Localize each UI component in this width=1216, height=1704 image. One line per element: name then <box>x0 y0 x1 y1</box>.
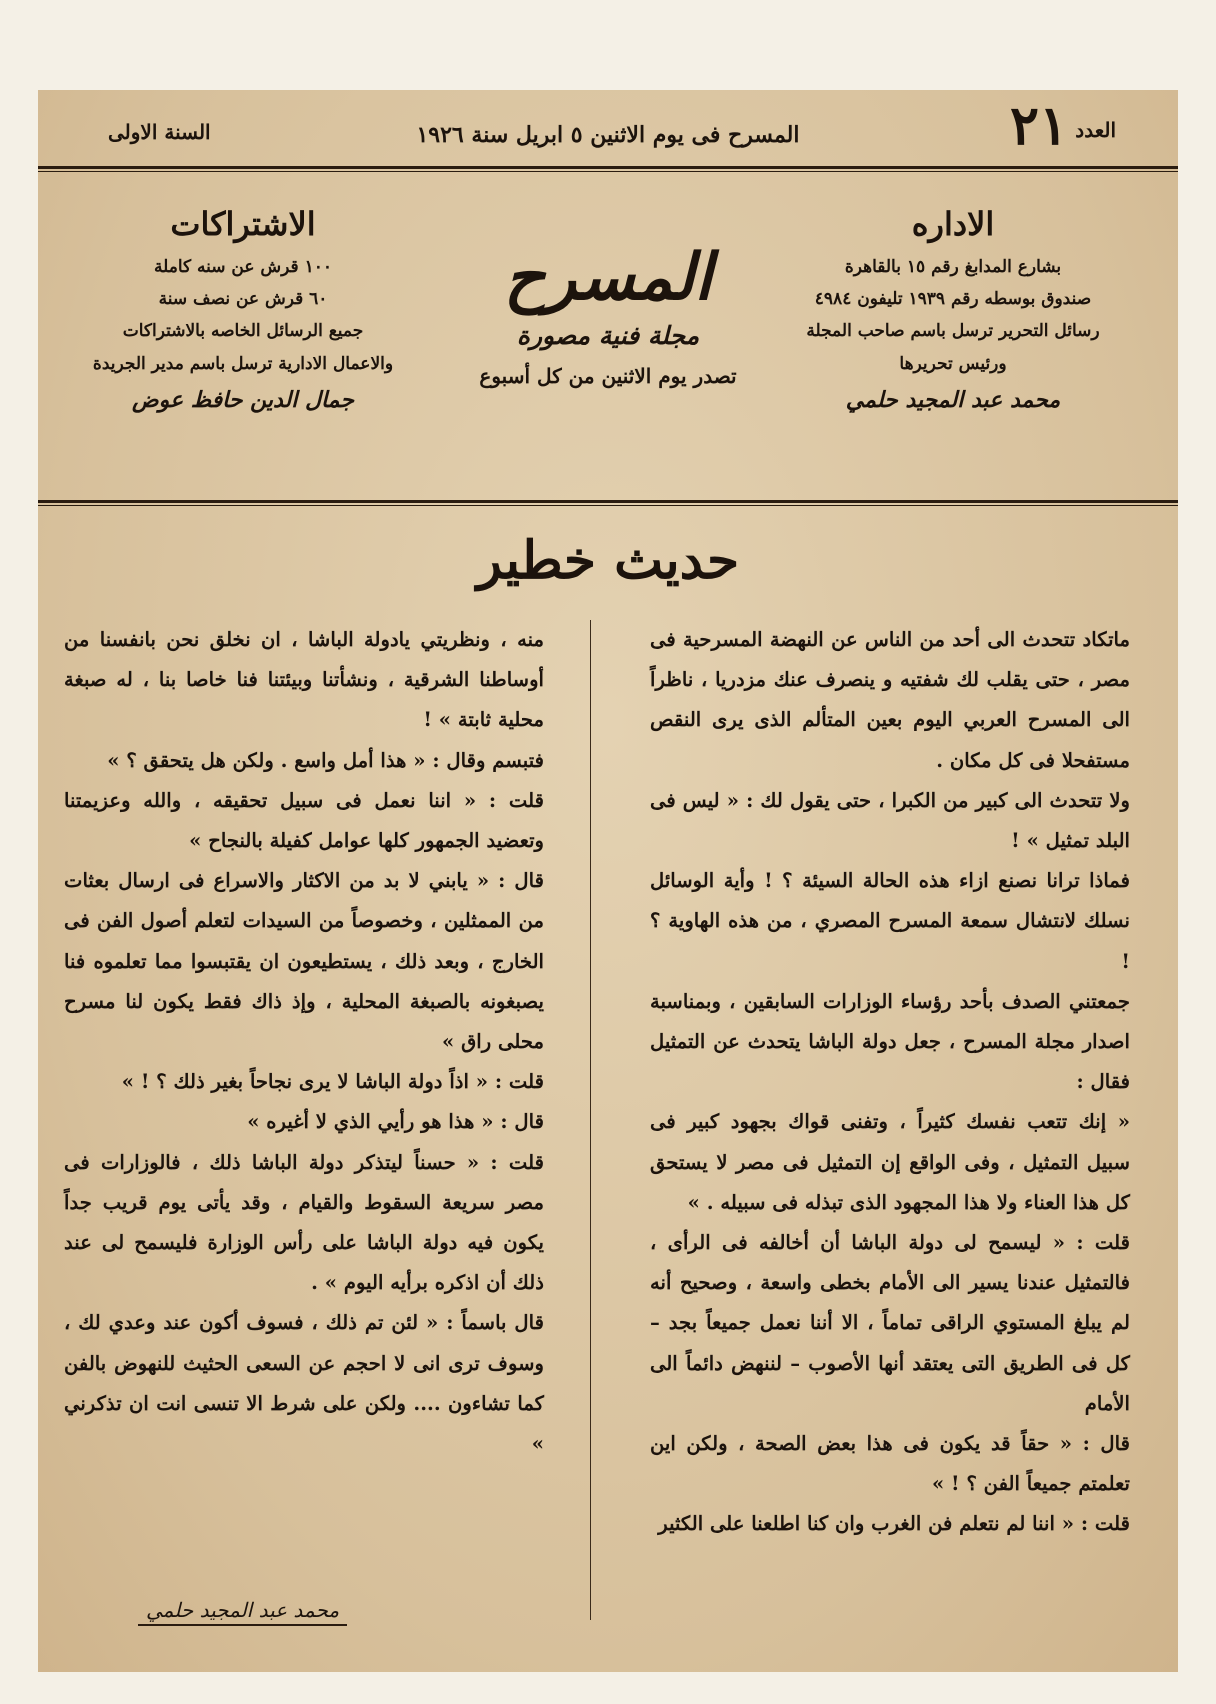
administration-po-box: صندوق بوسطه رقم ١٩٣٩ تليفون ٤٩٨٤ <box>814 289 1092 310</box>
article-column-left <box>64 620 544 1464</box>
paragraph: فماذا ترانا نصنع ازاء هذه الحالة السيئة ؟ ! وأية الوسائل نسلك لانتشال سمعة المسرح المصري ، من هذه الهاوية ؟ ! <box>650 869 1130 973</box>
paragraph: « إنك تتعب نفسك كثيراً ، وتفنى قواك بجهود كبير فى سبيل التمثيل ، وفى الواقع إن التمثيل فى مصر لا يستحق كل هذا العناء ولا هذا المجهود الذى تبذله فى سبيله . » <box>650 1110 1130 1214</box>
header-rule-thin <box>38 171 1178 172</box>
paragraph: جمعتني الصدف بأحد رؤساء الوزارات السابقين ، وبمناسبة اصدار مجلة المسرح ، جعل دولة الباشا يتحدث عن التمثيل فقال : <box>650 989 1130 1094</box>
paragraph: قلت : « ليسمح لى دولة الباشا أن أخالفه فى الرأى ، فالتمثيل عندنا يسير الى الأمام بخطى واسعة ، وصحيح أنه لم يبلغ المستوي الراقى تماماً ، الا أننا نعمل جميعاً بجد – كل فى الطريق التى يعتقد أنها الأصوب – لننهض دائماً الى الأمام <box>650 1231 1130 1415</box>
newspaper-page <box>38 90 1178 1672</box>
article-column-right <box>650 620 1130 1545</box>
author-signature: محمد عبد المجيد حلمي <box>138 1598 347 1626</box>
owner-name: محمد عبد المجيد حلمي <box>845 386 1061 413</box>
paragraph: فتبسم وقال : « هذا أمل واسع . ولكن هل يتحقق ؟ » <box>107 748 544 772</box>
masthead-rule <box>38 500 1178 503</box>
header-rule <box>38 166 1178 169</box>
paragraph: ولا تتحدث الى كبير من الكبرا ، حتى يقول لك : « ليس فى البلد تمثيل » ! <box>650 788 1130 853</box>
issue-label: العدد <box>1075 118 1116 142</box>
administration-block <box>788 202 1118 422</box>
subscription-annual: ١٠٠ قرش عن سنه كاملة <box>153 256 333 277</box>
paragraph: قال : « حقاً قد يكون فى هذا بعض الصحة ، ولكن اين تعلمتم جميعاً الفن ؟ ! » <box>650 1432 1130 1496</box>
column-divider <box>590 620 591 1620</box>
subscriptions-heading: الاشتراكات <box>170 205 316 243</box>
paragraph: قلت : « حسناً ليتذكر دولة الباشا ذلك ، فالوزارات فى مصر سريعة السقوط والقيام ، وقد يأتى يوم قريب جداً يكون فيه دولة الباشا على رأس الوزارة فليسمح لى عند ذلك أن اذكره برأيه اليوم » . <box>64 1150 544 1295</box>
editorial-note-1: رسائل التحرير ترسل باسم صاحب المجلة <box>806 321 1100 342</box>
paragraph: منه ، ونظريتي يادولة الباشا ، ان نخلق نحن بانفسنا من أوساطنا الشرقية ، ونشأتنا وبيئتنا فنا خاصا بنا ، له صبغة محلية ثابتة » ! <box>64 628 544 732</box>
year-label: السنة الاولى <box>108 120 211 144</box>
date-line: المسرح فى يوم الاثنين ٥ ابريل سنة ١٩٢٦ <box>416 122 800 148</box>
article-title: حديث خطير <box>476 530 740 591</box>
paragraph: ماتكاد تتحدث الى أحد من الناس عن النهضة المسرحية فى مصر ، حتى يقلب لك شفتيه و ينصرف عنك مزدريا ، ناظراً الى المسرح العربي اليوم بعين المتألم الذى يرى النقص مستفحلا فى كل مكان . <box>650 628 1130 772</box>
administration-address: بشارع المدابغ رقم ١٥ بالقاهرة <box>844 256 1062 277</box>
masthead-rule-thin <box>38 505 1178 506</box>
magazine-subtitle: مجلة فنية مصورة <box>516 320 700 350</box>
subscription-note-1: جميع الرسائل الخاصه بالاشتراكات <box>122 321 364 342</box>
editorial-note-2: ورئيس تحريرها <box>899 353 1007 374</box>
issue-number: ٢١ <box>1009 93 1068 157</box>
magazine-masthead <box>418 240 798 388</box>
subscription-note-2: والاعمال الادارية ترسل باسم مدير الجريدة <box>92 353 394 374</box>
magazine-schedule: تصدر يوم الاثنين من كل أسبوع <box>479 363 737 388</box>
administration-heading: الاداره <box>911 205 995 243</box>
paragraph: قال : « هذا هو رأيي الذي لا أغيره » <box>247 1110 544 1134</box>
subscriptions-block <box>78 202 408 422</box>
subscription-half-year: ٦٠ قرش عن نصف سنة <box>158 289 328 310</box>
paragraph: قال : « يابني لا بد من الاكثار والاسراع فى ارسال بعثات من الممثلين ، وخصوصاً من السيدات لتعلم أصول الفن فى الخارج ، وبعد ذلك ، يستطيعون ان يقتبسوا مما تعلموه فنا يصبغونه بالصبغة المحلية ، وإذ ذاك فقط يكون لنا مسرح محلى راق » <box>64 869 544 1054</box>
manager-name: جمال الدين حافظ عوض <box>131 386 354 413</box>
paragraph: قال باسماً : « لئن تم ذلك ، فسوف أكون عند وعدي لك ، وسوف ترى انى لا احجم عن السعى الحثيث للنهوض بالفن كما تشاءون .... ولكن على شرط الا تنسى انت ان تذكرني » <box>64 1311 544 1456</box>
magazine-title: المسرح <box>504 240 712 315</box>
paragraph: قلت : « اننا لم نتعلم فن الغرب وان كنا اطلعنا على الكثير <box>658 1512 1130 1536</box>
paragraph: قلت : « اننا نعمل فى سبيل تحقيقه ، والله وعزيمتنا وتعضيد الجمهور كلها عوامل كفيلة بالنجاح » <box>64 788 544 853</box>
paragraph: قلت : « اذاً دولة الباشا لا يرى نجاحاً بغير ذلك ؟ ! » <box>121 1070 544 1094</box>
